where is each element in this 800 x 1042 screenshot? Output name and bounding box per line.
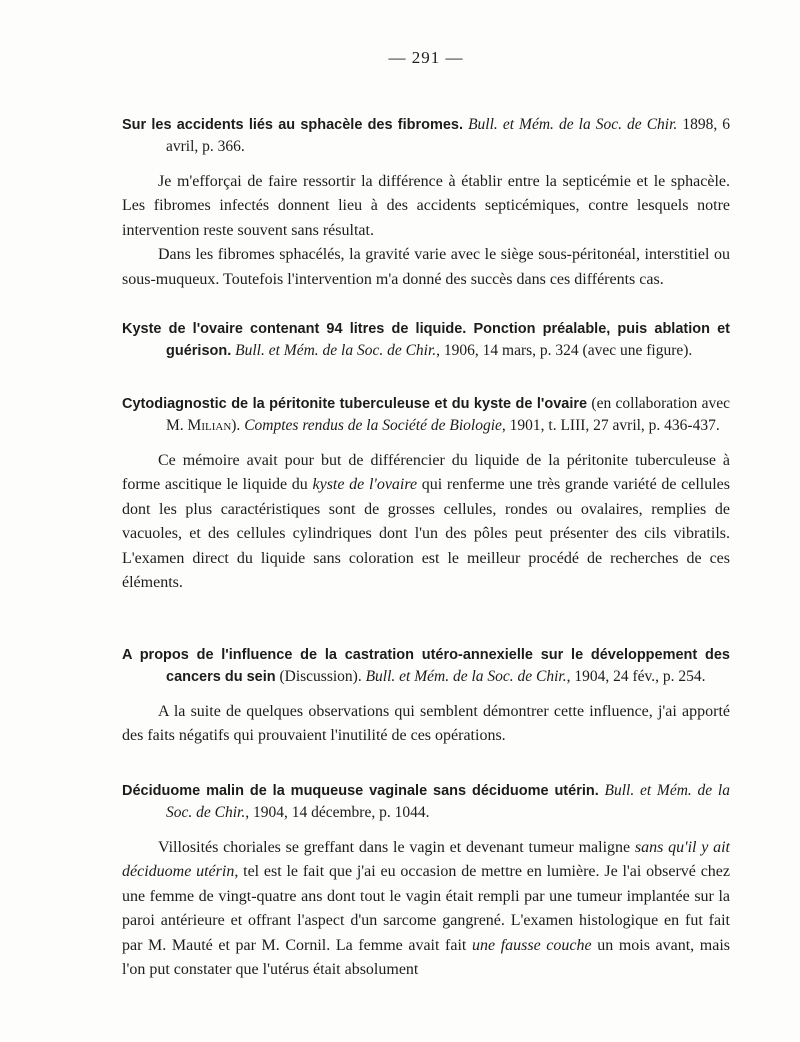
paragraph-text: qui renferme une très grande variété de cellules dont les plus caractéristiques sont de grosses cellules, rondes ou ovalaires, remplies de vacuoles, et des cellules cylindriques dont l'un des pôles peut présenter des cils vibratils. L'examen direct du liquide sans coloration est le meilleur procédé de recherches de ces éléments. (122, 476, 731, 592)
entry-deciduome (122, 780, 730, 982)
entry-heading: Kyste de l'ovaire contenant 94 litres de liquide. Ponction préalable, puis ablation et guérison. (122, 321, 730, 359)
paragraph: Dans les fibromes sphacélés, la gravité varie avec le siège sous-péritonéal, interstitiel ou sous-muqueux. Toutefois l'intervention m'a donné des succès dans ces différents cas. (122, 246, 730, 288)
entry-reference-details: , 1901, t. LIII, 27 avril, p. 436-437. (501, 417, 720, 434)
paragraph-text: Ce mémoire avait pour but de différencier du liquide de la péritonite tuberculeuse à forme ascitique le liquide du (122, 452, 730, 494)
entry-title (122, 393, 730, 437)
entry-reference-prefix: (en collaboration avec M. (166, 395, 730, 434)
paragraph-emphasis: kyste de l'ovaire (312, 476, 418, 494)
entry-reference-details: , 1904, 24 fév., p. 254. (566, 668, 706, 685)
entry-reference-journal: Bull. et Mém. de la Soc. de Chir. (166, 782, 730, 821)
entry-title (122, 318, 730, 362)
entry-coauthor: Milian (187, 417, 232, 434)
entry-reference-journal: Bull. et Mém. de la Soc. de Chir. (365, 668, 567, 685)
entry-reference-prefix: (Discussion). (275, 668, 366, 685)
entry-title (122, 780, 730, 824)
entry-heading: Cytodiagnostic de la péritonite tuberculeuse et du kyste de l'ovaire (122, 396, 588, 412)
paragraph-emphasis: une fausse couche (471, 936, 592, 954)
entry-reference-journal: Bull. et Mém. de la Soc. de Chir. (468, 116, 678, 133)
entry-fibromes (122, 114, 730, 292)
entry-castration (122, 644, 730, 749)
entry-reference-details: , 1906, 14 mars, p. 324 (avec une figure). (436, 342, 693, 359)
entry-title (122, 644, 730, 688)
entry-reference-details: , 1904, 14 décembre, p. 1044. (245, 804, 430, 821)
entry-cytodiagnostic (122, 393, 730, 595)
entry-reference-details: 1898, 6 avril, p. 366. (166, 116, 731, 155)
paragraph-text: , tel est le fait que j'ai eu occasion de mettre en lumière. Je l'ai observé chez une femme de vingt-quatre ans dont tout le vagin était rempli par une tumeur implantée sur la paroi antérieure et offrant l'aspect d'un sarcome gangrené. L'examen histologique en fut fait par M. Mauté et par M. Cornil. La femme avait fait (122, 863, 730, 954)
entry-reference-mid: ). (231, 417, 245, 434)
entry-heading: A propos de l'influence de la castration utéro-annexielle sur le développement des cancers du sein (122, 647, 730, 685)
page-number: — 291 — (388, 48, 464, 67)
paragraph-emphasis: sans qu'il y ait déciduome utérin (122, 839, 731, 881)
entry-heading: Sur les accidents liés au sphacèle des fibromes. (122, 117, 464, 133)
entry-heading: Déciduome malin de la muqueuse vaginale sans déciduome utérin. (122, 783, 599, 799)
entry-kyste-ovaire (122, 318, 730, 362)
paragraph (122, 836, 730, 982)
entry-title (122, 114, 730, 158)
paragraph-text: un mois avant, mais l'on put constater que l'utérus était absolument (122, 936, 731, 979)
paragraph: A la suite de quelques observations qui semblent démontrer cette influence, j'ai apporté des faits négatifs qui prouvaient l'inutilité de ces opérations. (122, 703, 730, 745)
entry-reference-journal: Bull. et Mém. de la Soc. de Chir. (235, 342, 437, 359)
paragraph-text: Villosités choriales se greffant dans le vagin et devenant tumeur maligne (158, 839, 635, 856)
paragraph (122, 449, 730, 595)
paragraph: Je m'efforçai de faire ressortir la différence à établir entre la septicémie et le sphacèle. Les fibromes infectés donnent lieu à des accidents septicémiques, contre lesquels notre intervention reste souvent sans résultat. (122, 173, 730, 239)
entry-reference-journal: Comptes rendus de la Société de Biologie (244, 417, 502, 434)
